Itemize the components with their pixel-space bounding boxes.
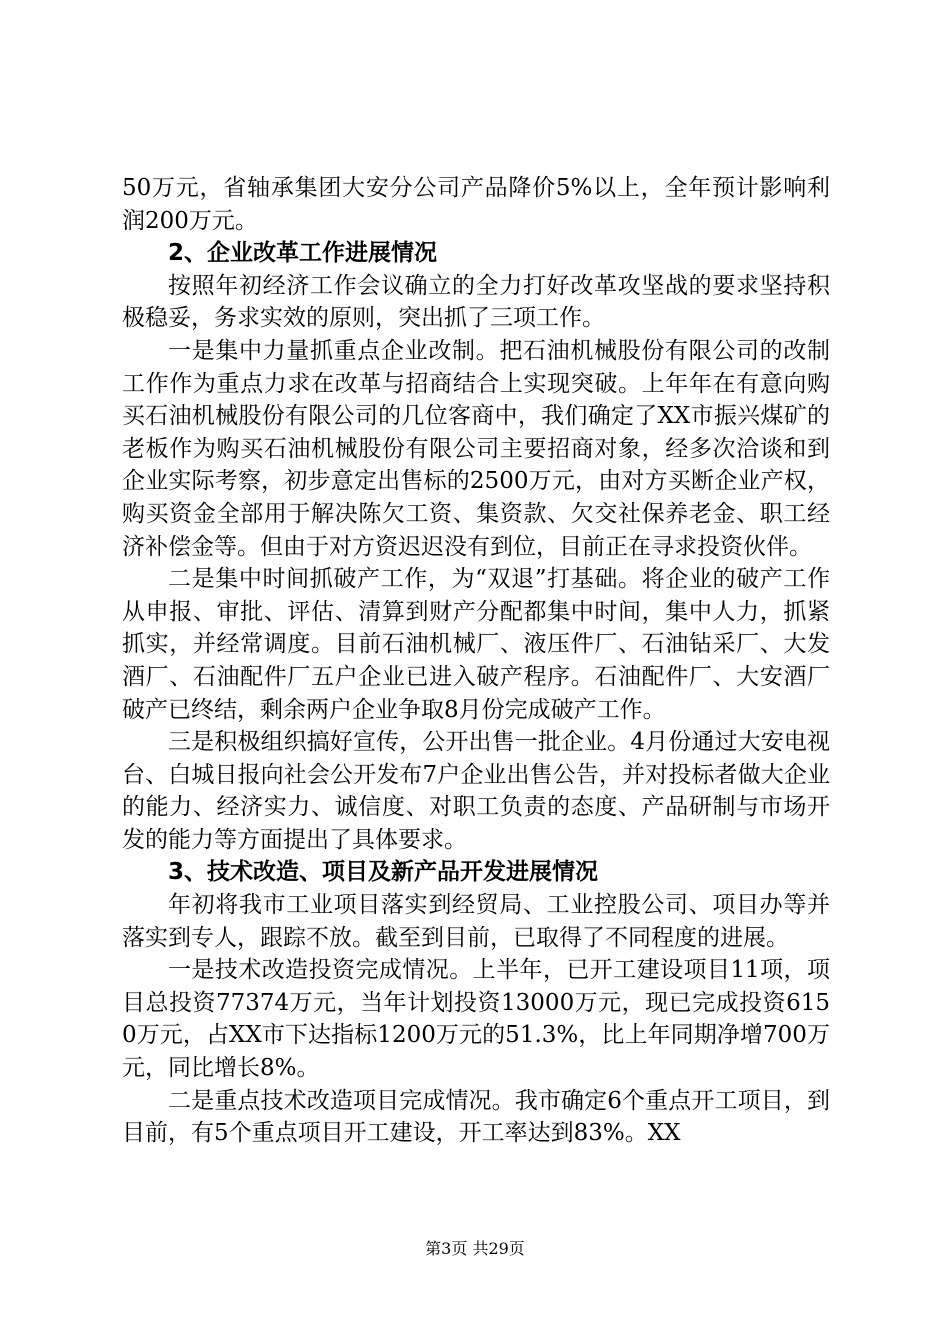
section-heading-reform: 2、企业改革工作进展情况 <box>168 240 438 267</box>
paragraph-continuation: 50万元，省轴承集团大安分公司产品降价5%以上，全年预计影响利润200万元。 <box>122 175 830 234</box>
section-heading-tech: 3、技术改造、项目及新产品开发进展情况 <box>168 859 599 886</box>
paragraph-tech-item-1: 一是技术改造投资完成情况。上半年，已开工建设项目11项，项目总投资77374万元，当年计划投资13000万元，现已完成投资6150万元，占XX市下达指标1200万元的51.3%，比上年同期净增700万元，同比增长8%。 <box>122 957 830 1082</box>
page-footer: 第3页 共29页 <box>425 1239 525 1258</box>
document-body <box>122 172 830 1150</box>
paragraph-reform-item-2: 二是集中时间抓破产工作，为“双退”打基础。将企业的破产工作从申报、审批、评估、清算到财产分配都集中时间，集中人力，抓紧抓实，并经常调度。目前石油机械厂、液压件厂、石油钻采厂、大发酒厂、石油配件厂五户企业已进入破产程序。石油配件厂、大安酒厂破产已终结，剩余两户企业争取8月份完成破产工作。 <box>122 566 830 723</box>
paragraph-reform-item-1: 一是集中力量抓重点企业改制。把石油机械股份有限公司的改制工作作为重点力求在改革与招商结合上实现突破。上年年在有意向购买石油机械股份有限公司的几位客商中，我们确定了XX市振兴煤矿的老板作为购买石油机械股份有限公司主要招商对象，经多次洽谈和到企业实际考察，初步意定出售标的2500万元，由对方买断企业产权，购买资金全部用于解决陈欠工资、集资款、欠交社保养老金、职工经济补偿金等。但由于对方资迟迟没有到位，目前正在寻求投资伙伴。 <box>122 337 830 560</box>
paragraph-reform-intro: 按照年初经济工作会议确立的全力打好改革攻坚战的要求坚持积极稳妥，务求实效的原则，突出抓了三项工作。 <box>122 272 830 332</box>
paragraph-reform-item-3: 三是积极组织搞好宣传，公开出售一批企业。4月份通过大安电视台、白城日报向社会公开发布7户企业出售公告，并对投标者做大企业的能力、经济实力、诚信度、对职工负责的态度、产品研制与市场开发的能力等方面提出了具体要求。 <box>122 729 830 853</box>
paragraph-tech-item-2: 二是重点技术改造项目完成情况。我市确定6个重点开工项目，到目前，有5个重点项目开工建设，开工率达到83%。XX <box>122 1087 830 1147</box>
paragraph-tech-intro: 年初将我市工业项目落实到经贸局、工业控股公司、项目办等并落实到专人，跟踪不放。截至到目前，已取得了不同程度的进展。 <box>122 892 830 951</box>
